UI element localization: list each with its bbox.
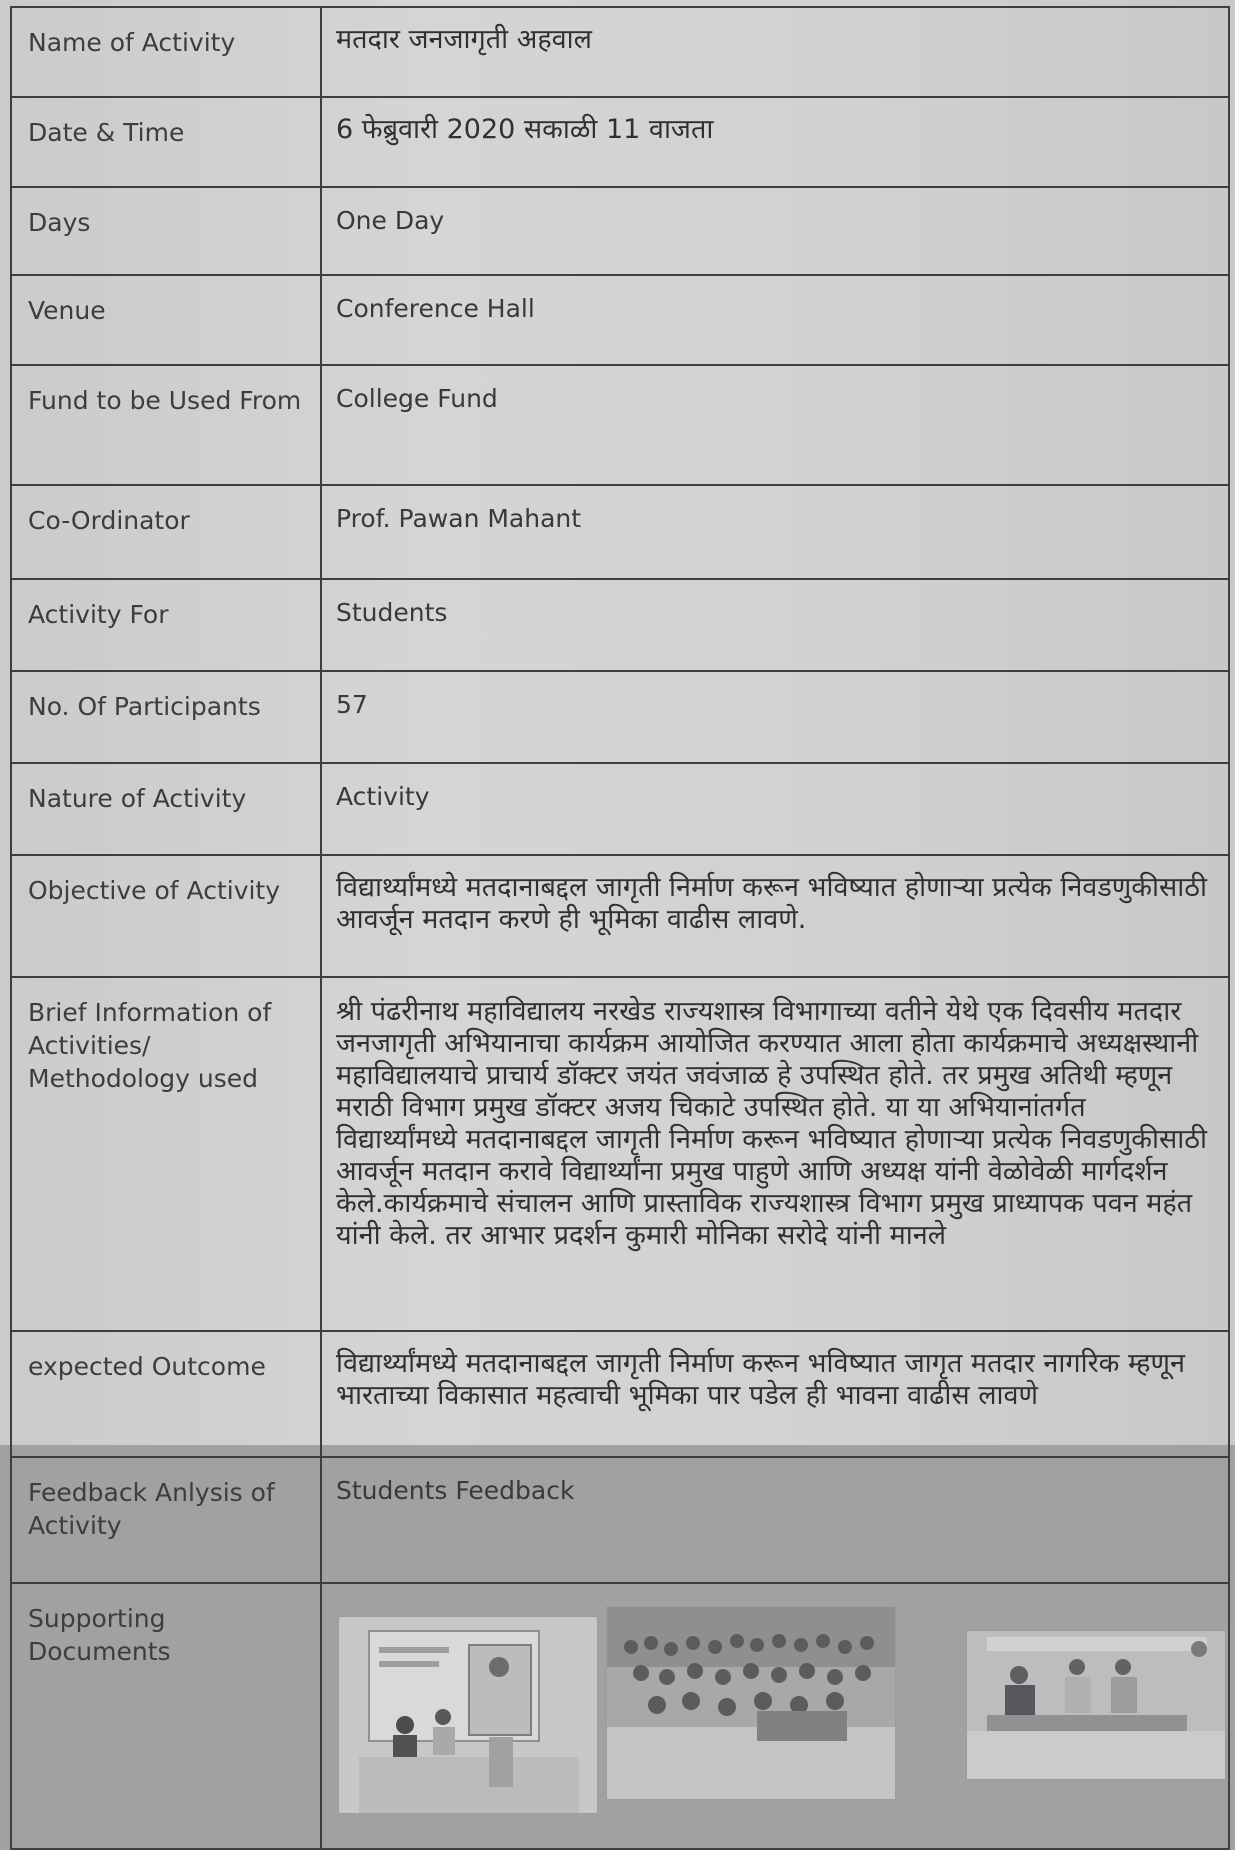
row-value: 6 फेब्रुवारी 2020 सकाळी 11 वाजता: [321, 97, 1229, 187]
row-label: Nature of Activity: [11, 763, 321, 855]
row-value: श्री पंढरीनाथ महाविद्यालय नरखेड राज्यशास्त्र विभागाच्या वतीने येथे एक दिवसीय मतदार जनजागृती अभियानाचा कार्यक्रम आयोजित करण्यात आला होता कार्यक्रमाचे अध्यक्षस्थानी महाविद्यालयाचे प्राचार्य डॉक्टर जयंत जवंजाळ हे उपस्थित होते. तर प्रमुख अतिथी म्हणून मराठी विभाग प्रमुख डॉक्टर अजय चिकाटे उपस्थित होते. या या अभियानांतर्गत विद्यार्थ्यांमध्ये मतदानाबद्दल जागृती निर्माण करून भविष्यात होणाऱ्या प्रत्येक निवडणुकीसाठी आवर्जून मतदान करावे विद्यार्थ्यांना प्रमुख पाहुणे आणि अध्यक्ष यांनी वेळोवेळी मार्गदर्शन केले.कार्यक्रमाचे संचालन आणि प्रास्ताविक राज्यशास्त्र विभाग प्रमुख प्राध्यापक पवन महंत यांनी केले. तर आभार प्रदर्शन कुमारी मोनिका सरोदे यांनी मानले: [321, 977, 1229, 1331]
table-row: [11, 485, 1229, 579]
table-row: [11, 365, 1229, 485]
row-label: Feedback Anlysis of Activity: [11, 1457, 321, 1583]
row-label: Co-Ordinator: [11, 485, 321, 579]
audience-photo: [606, 1606, 896, 1800]
table-row: [11, 1457, 1229, 1583]
table-row: [11, 855, 1229, 977]
row-value: College Fund: [321, 365, 1229, 485]
row-value: विद्यार्थ्यांमध्ये मतदानाबद्दल जागृती निर्माण करून भविष्यात होणाऱ्या प्रत्येक निवडणुकीसाठी आवर्जून मतदान करणे ही भूमिका वाढीस लावणे.: [321, 855, 1229, 977]
row-label: Brief Information of Activities/ Methodology used: [11, 977, 321, 1331]
row-label: Name of Activity: [11, 7, 321, 97]
row-value: Students: [321, 579, 1229, 671]
table-row: [11, 97, 1229, 187]
stage-photo: [966, 1630, 1226, 1780]
table-row: [11, 671, 1229, 763]
row-label: Objective of Activity: [11, 855, 321, 977]
row-value: Prof. Pawan Mahant: [321, 485, 1229, 579]
photo-strip: [336, 1600, 1214, 1830]
row-label: Date & Time: [11, 97, 321, 187]
row-label: Supporting Documents: [11, 1583, 321, 1849]
table-row: [11, 1331, 1229, 1457]
row-label: Days: [11, 187, 321, 275]
row-value: मतदार जनजागृती अहवाल: [321, 7, 1229, 97]
table-row: [11, 275, 1229, 365]
row-value: विद्यार्थ्यांमध्ये मतदानाबद्दल जागृती निर्माण करून भविष्यात जागृत मतदार नागरिक म्हणून भारताच्या विकासात महत्वाची भूमिका पार पडेल ही भावना वाढीस लावणे: [321, 1331, 1229, 1457]
table-row: [11, 7, 1229, 97]
table-row: [11, 187, 1229, 275]
table-row: [11, 763, 1229, 855]
event-photo: [338, 1616, 598, 1814]
row-label: Fund to be Used From: [11, 365, 321, 485]
activity-report-table: [10, 6, 1230, 1850]
row-label: expected Outcome: [11, 1331, 321, 1457]
row-value: Conference Hall: [321, 275, 1229, 365]
table-row: [11, 579, 1229, 671]
row-label: No. Of Participants: [11, 671, 321, 763]
table-row: [11, 977, 1229, 1331]
row-value: One Day: [321, 187, 1229, 275]
row-value: 57: [321, 671, 1229, 763]
row-label: Activity For: [11, 579, 321, 671]
row-value: Students Feedback: [321, 1457, 1229, 1583]
row-label: Venue: [11, 275, 321, 365]
row-value: Activity: [321, 763, 1229, 855]
supporting-photos-cell: [321, 1583, 1229, 1849]
table-row: [11, 1583, 1229, 1849]
